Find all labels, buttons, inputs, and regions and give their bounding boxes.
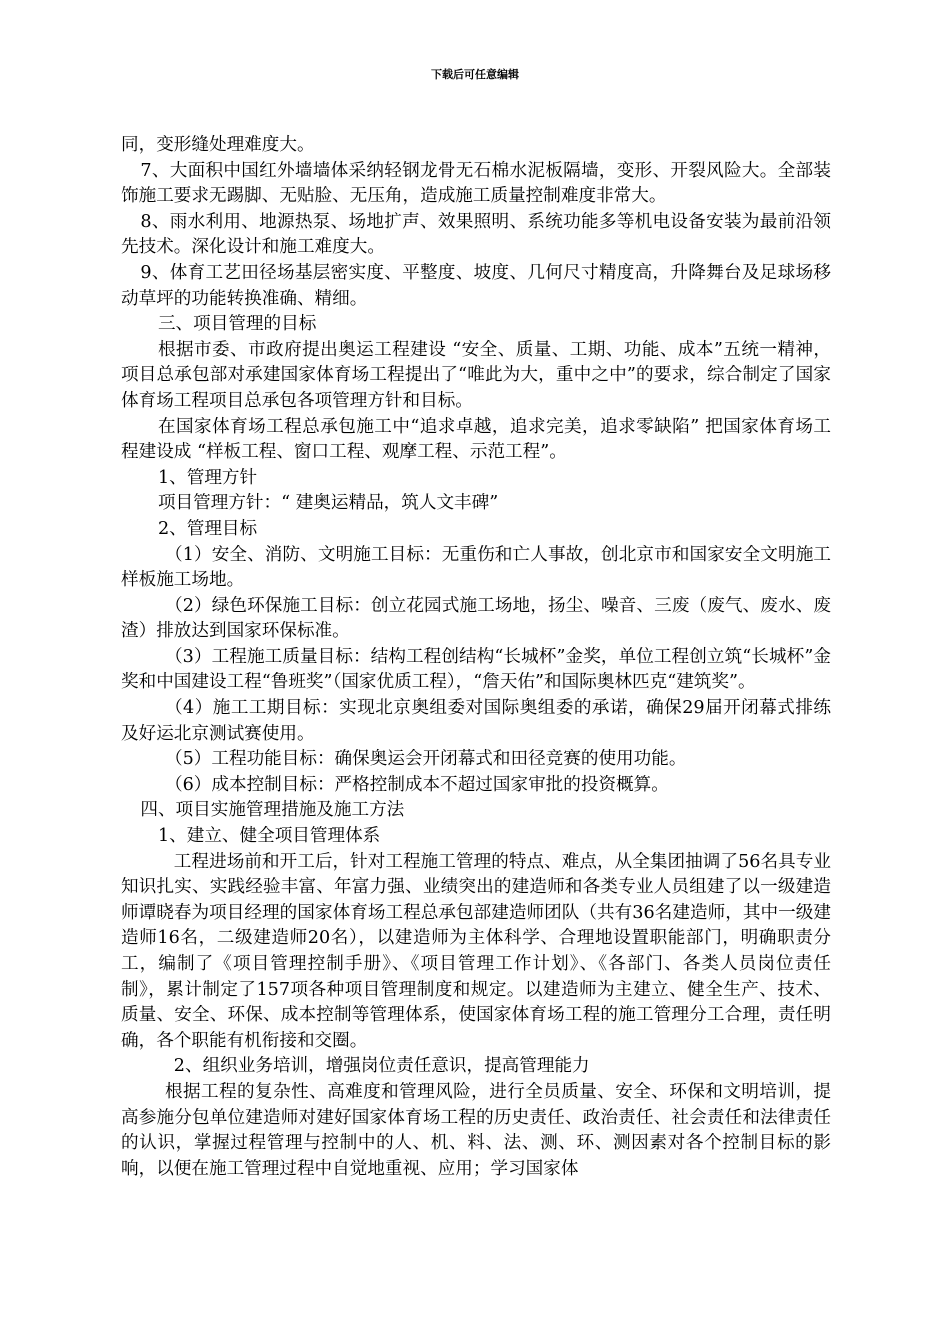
paragraph: 在国家体育场工程总承包施工中“追求卓越，追求完美，追求零缺陷” 把国家体育场工程建设成 “样板工程、窗口工程、观摩工程、示范工程”。 xyxy=(121,416,831,463)
document-body xyxy=(121,133,831,1182)
paragraph: （6）成本控制目标：严格控制成本不超过国家审批的投资概算。 xyxy=(165,774,669,795)
paragraph: 9、体育工艺田径场基层密实度、平整度、坡度、几何尺寸精度高，升降舞台及足球场移动草坪的功能转换准确、精细。 xyxy=(121,262,831,309)
paragraph: （2）绿色环保施工目标：创立花园式施工场地，扬尘、噪音、三废（废气、废水、废渣）排放达到国家环保标准。 xyxy=(121,595,831,642)
paragraph: 根据市委、市政府提出奥运工程建设 “安全、质量、工期、功能、成本”五统一精神，项目总承包部对承建国家体育场工程提出了“唯此为大，重中之中”的要求，综合制定了国家体育场工程项目总承包各项管理方针和目标。 xyxy=(121,339,831,411)
paragraph: 8、雨水利用、地源热泵、场地扩声、效果照明、系统功能多等机电设备安装为最前沿领先技术。深化设计和施工难度大。 xyxy=(121,211,831,258)
section-heading: 三、项目管理的目标 xyxy=(157,314,317,335)
page-header: 下载后可任意编辑 xyxy=(431,68,519,81)
subsection-heading: 1、管理方针 xyxy=(157,467,258,488)
subsection-heading: 1、建立、健全项目管理体系 xyxy=(157,826,381,847)
paragraph: 同，变形缝处理难度大。 xyxy=(121,135,315,155)
paragraph: 根据工程的复杂性、高难度和管理风险，进行全员质量、安全、环保和文明培训，提高参施分包单位建造师对建好国家体育场工程的历史责任、政治责任、社会责任和法律责任的认识，掌握过程管理与控制中的人、机、料、法、测、环、测因素对各个控制目标的影响，以便在施工管理过程中自觉地重视、应用；学习国家体 xyxy=(121,1081,831,1179)
paragraph: （1）安全、消防、文明施工目标：无重伤和亡人事故，创北京市和国家安全文明施工样板施工场地。 xyxy=(121,544,831,591)
section-heading: 四、项目实施管理措施及施工方法 xyxy=(140,800,405,821)
paragraph: 7、大面积中国红外墙墙体采纳轻钢龙骨无石棉水泥板隔墙，变形、开裂风险大。全部装饰施工要求无踢脚、无贴脸、无压角，造成施工质量控制难度非常大。 xyxy=(121,160,831,207)
subsection-heading: 2、组织业务培训，增强岗位责任意识，提高管理能力 xyxy=(173,1056,590,1077)
paragraph: （4）施工工期目标：实现北京奥组委对国际奥组委的承诺，确保29届开闭幕式排练及好运北京测试赛使用。 xyxy=(121,698,831,744)
paragraph: （3）工程施工质量目标：结构工程创结构“长城杯”金奖，单位工程创立筑“长城杯”金奖和中国建设工程“鲁班奖”（国家优质工程），“詹天佑”和国际奥林匹克“建筑奖”。 xyxy=(121,646,831,693)
paragraph: （5）工程功能目标：确保奥运会开闭幕式和田径竞赛的使用功能。 xyxy=(165,749,687,770)
subsection-heading: 2、管理目标 xyxy=(157,518,258,539)
paragraph: 工程进场前和开工后，针对工程施工管理的特点、难点，从全集团抽调了56名具专业知识扎实、实践经验丰富、年富力强、业绩突出的建造师和各类专业人员组建了以一级建造师谭晓春为项目经理的国家体育场工程总承包部建造师团队（共有36名建造师，其中一级建造师16名，二级建造师20名），以建造师为主体科学、合理地设置职能部门，明确职责分工，编制了《项目管理控制手册》、《项目管理工作计划》、《各部门、各类人员岗位责任制》，累计制定了157项各种项目管理制度和规定。以建造师为主建立、健全生产、技术、质量、安全、环保、成本控制等管理体系，使国家体育场工程的施工管理分工合理，责任明确，各个职能有机衔接和交圈。 xyxy=(121,851,831,1051)
paragraph: 项目管理方针：“ 建奥运精品，筑人文丰碑” xyxy=(157,493,499,514)
